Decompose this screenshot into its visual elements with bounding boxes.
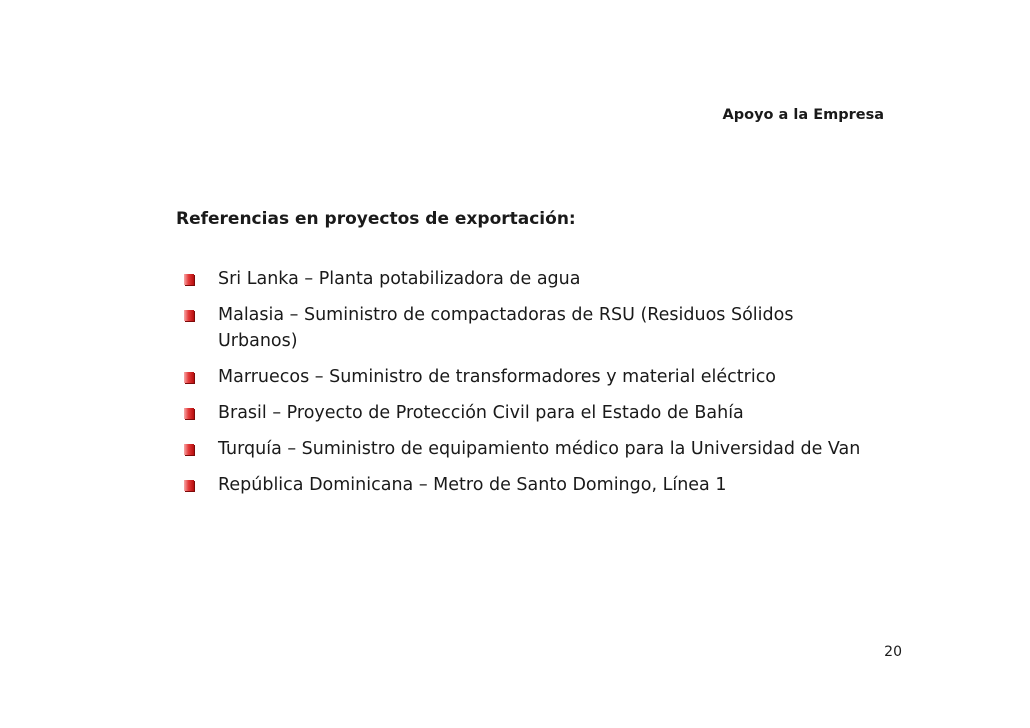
list-item-text: República Dominicana – Metro de Santo Domingo, Línea 1 xyxy=(218,475,727,495)
page-number: 20 xyxy=(884,644,902,660)
red-square-bullet-icon xyxy=(184,310,194,321)
list-item-text: Brasil – Proyecto de Protección Civil para el Estado de Bahía xyxy=(218,403,744,423)
list-item xyxy=(176,266,876,292)
red-square-bullet-icon xyxy=(184,274,194,285)
section-title: Referencias en proyectos de exportación: xyxy=(176,209,576,229)
list-item xyxy=(176,472,876,498)
list-item-text: Sri Lanka – Planta potabilizadora de agua xyxy=(218,269,581,289)
reference-list xyxy=(176,266,876,508)
list-item xyxy=(176,436,876,462)
red-square-bullet-icon xyxy=(184,408,194,419)
header-title: Apoyo a la Empresa xyxy=(722,107,884,123)
red-square-bullet-icon xyxy=(184,372,194,383)
list-item xyxy=(176,400,876,426)
list-item xyxy=(176,302,876,354)
list-item-text: Turquía – Suministro de equipamiento médico para la Universidad de Van xyxy=(218,439,861,459)
red-square-bullet-icon xyxy=(184,444,194,455)
list-item xyxy=(176,364,876,390)
list-item-text: Malasia – Suministro de compactadoras de RSU (Residuos Sólidos Urbanos) xyxy=(218,305,794,351)
red-square-bullet-icon xyxy=(184,480,194,491)
list-item-text: Marruecos – Suministro de transformadores y material eléctrico xyxy=(218,367,777,387)
